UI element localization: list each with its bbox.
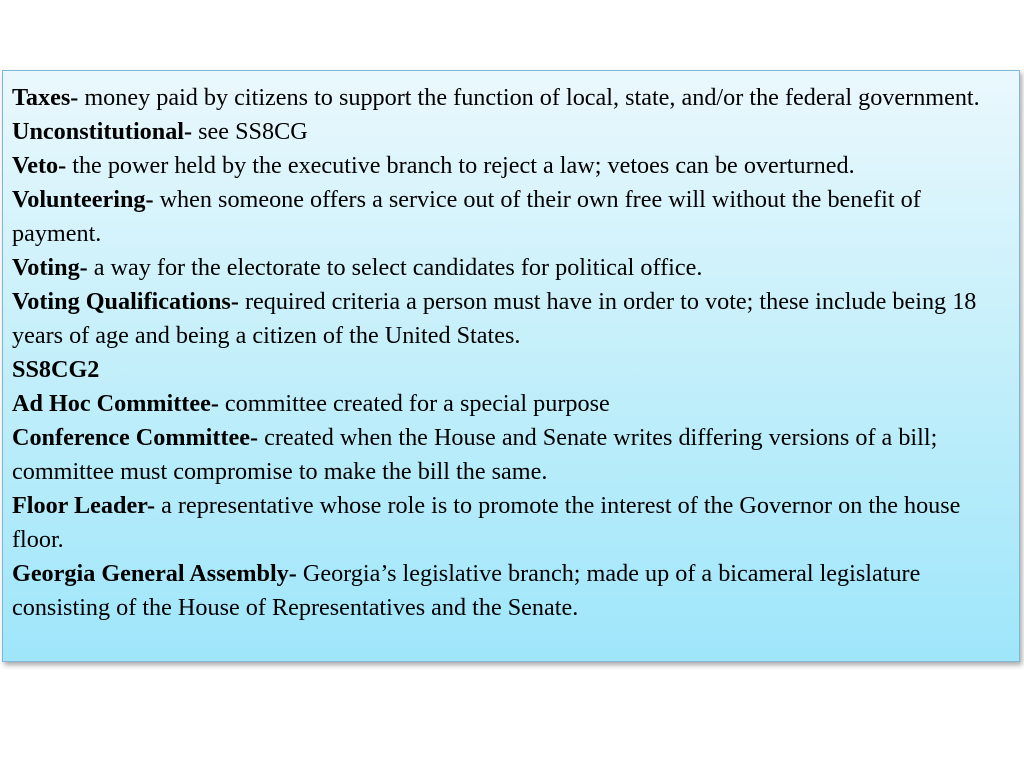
glossary-term: Floor Leader- xyxy=(12,492,156,519)
glossary-entry-unconstitutional xyxy=(12,115,1007,149)
glossary-definition: committee created for a special purpose xyxy=(218,390,610,417)
glossary-entry-veto xyxy=(12,149,1007,183)
glossary-entry-ad-hoc-committee xyxy=(12,387,1007,421)
glossary-definition: Georgia’s legislative branch; made up of a bicameral legislature consisting of the House of Representatives and the Senate. xyxy=(12,560,921,621)
glossary-term: Voting Qualifications- xyxy=(12,288,239,315)
glossary-definition: money paid by citizens to support the function of local, state, and/or the federal government. xyxy=(78,84,980,111)
glossary-term: Conference Committee- xyxy=(12,424,259,451)
glossary-definition: created when the House and Senate writes differing versions of a bill; committee must compromise to make the bill the same. xyxy=(12,424,938,485)
glossary-term: Georgia General Assembly- xyxy=(12,560,297,587)
glossary-entry-taxes xyxy=(12,81,1007,115)
glossary-definition: required criteria a person must have in order to vote; these include being 18 years of age and being a citizen of the United States. xyxy=(12,288,977,349)
glossary-definition: a representative whose role is to promote the interest of the Governor on the house floor. xyxy=(12,492,961,553)
glossary-definition: the power held by the executive branch to reject a law; vetoes can be overturned. xyxy=(66,152,855,179)
glossary-entry-voting xyxy=(12,251,1007,285)
glossary-entry-voting-qualifications xyxy=(12,285,1007,353)
section-heading: SS8CG2 xyxy=(12,356,100,383)
glossary-term: Veto- xyxy=(12,152,67,179)
glossary-definition: when someone offers a service out of their own free will without the benefit of payment. xyxy=(12,186,921,247)
section-heading-ss8cg2 xyxy=(12,353,1007,387)
glossary-entry-conference-committee xyxy=(12,421,1007,489)
glossary-entry-georgia-general-assembly xyxy=(12,557,1007,625)
glossary-definition: see SS8CG xyxy=(192,118,308,145)
glossary-term: Voting- xyxy=(12,254,88,281)
glossary-entry-floor-leader xyxy=(12,489,1007,557)
glossary-text-box xyxy=(2,70,1020,662)
glossary-entry-volunteering xyxy=(12,183,1007,251)
glossary-definition: a way for the electorate to select candidates for political office. xyxy=(87,254,703,281)
glossary-term: Taxes- xyxy=(12,84,79,111)
glossary-term: Ad Hoc Committee- xyxy=(12,390,219,417)
glossary-term: Unconstitutional- xyxy=(12,118,193,145)
glossary-term: Volunteering- xyxy=(12,186,154,213)
